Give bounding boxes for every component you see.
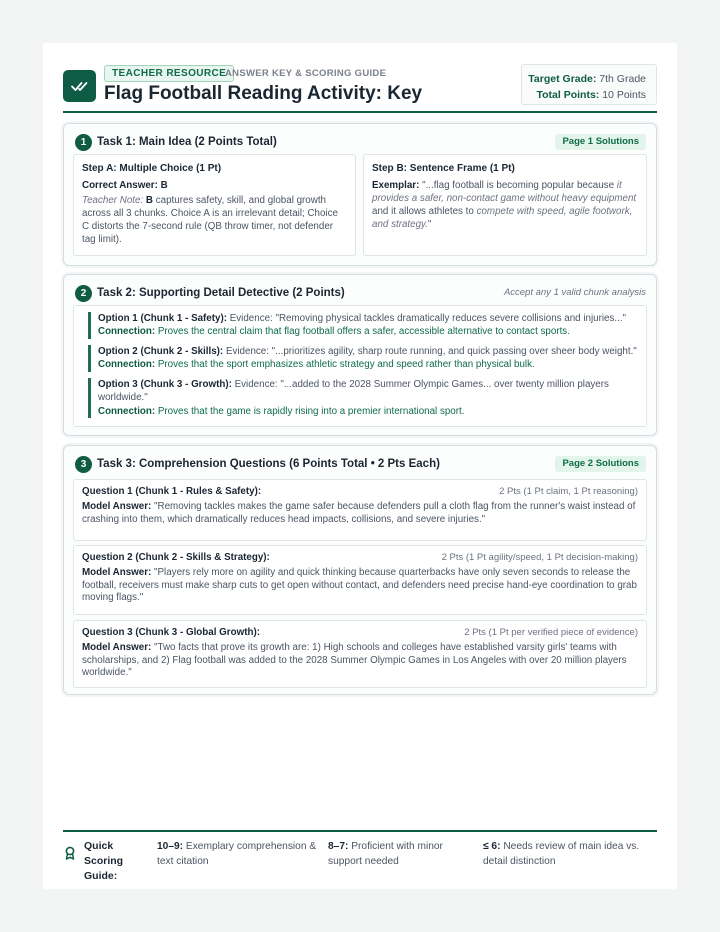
- grade-points-box: [521, 64, 657, 105]
- option-item: Option 2 (Chunk 2 - Skills): Evidence: "...prioritizes agility, sharp route running, and quick passing over sheer body weight." Connection: Proves that the sport emphasizes athletic strategy and speed rather than physical bulk.: [88, 345, 654, 372]
- question-points: 2 Pts (1 Pt claim, 1 Pt reasoning): [499, 486, 638, 497]
- task1-title: Task 1: Main Idea (2 Points Total): [97, 136, 277, 148]
- step-a-box: [73, 154, 356, 256]
- header-divider: [63, 111, 657, 113]
- task1-card: [63, 123, 657, 266]
- teacher-resource-badge: TEACHER RESOURCE: [104, 65, 234, 82]
- correct-answer: Correct Answer: B: [82, 180, 168, 191]
- question-heading: Question 2 (Chunk 2 - Skills & Strategy):: [82, 552, 270, 563]
- model-answer: Model Answer: "Players rely more on agility and quick thinking because quarterbacks have only seven seconds to release the football, receivers must make sharp cuts to get open without contact, and defenders need precise hand-eye coordination to grab moving flags.": [82, 566, 637, 604]
- award-ribbon-icon: [64, 846, 76, 865]
- task3-card: [63, 445, 657, 695]
- scoring-range-item: ≤ 6: Needs review of main idea vs. detail distinction: [483, 841, 640, 867]
- question-card: [73, 479, 647, 541]
- task3-solutions-pill: Page 2 Solutions: [555, 456, 646, 472]
- options-box: [73, 305, 647, 427]
- option-item: Option 3 (Chunk 3 - Growth): Evidence: "...added to the 2028 Summer Olympic Games... over twenty million players worldwide." Connection: Proves that the game is rapidly rising into a premier international sport.: [88, 378, 654, 418]
- total-points: Total Points: 10 Points: [536, 89, 646, 101]
- document-subtitle: ANSWER KEY & SCORING GUIDE: [225, 68, 387, 79]
- option-item: Option 1 (Chunk 1 - Safety): Evidence: "Removing physical tackles dramatically reduces severe collisions and injuries..." Connection: Proves the central claim that flag football offers a safer, accessible alternative to contact sports.: [88, 312, 654, 339]
- scoring-range-item: 10–9: Exemplary comprehension & text citation: [157, 841, 317, 867]
- question-card: [73, 620, 647, 688]
- question-heading: Question 1 (Chunk 1 - Rules & Safety):: [82, 486, 262, 497]
- exemplar-text: Exemplar: "...flag football is becoming popular because it provides a safer, non-contact game without heavy equipment and it allows athletes to compete with speed, agile footwork, and strategy.": [372, 180, 637, 230]
- question-card: [73, 545, 647, 615]
- step-b-heading: Step B: Sentence Frame (1 Pt): [372, 163, 515, 174]
- page-title: Flag Football Reading Activity: Key: [104, 83, 423, 104]
- task3-number: 3: [75, 456, 92, 473]
- task1-solutions-pill: Page 1 Solutions: [555, 134, 646, 150]
- question-points: 2 Pts (1 Pt agility/speed, 1 Pt decision-making): [441, 552, 638, 563]
- task1-number: 1: [75, 134, 92, 151]
- scoring-range-item: 8–7: Proficient with minor support needed: [328, 841, 443, 867]
- answer-key-page: [43, 43, 677, 889]
- target-grade: Target Grade: 7th Grade: [528, 73, 646, 85]
- task3-title: Task 3: Comprehension Questions (6 Points Total • 2 Pts Each): [97, 458, 440, 470]
- footer-divider: [63, 830, 657, 832]
- double-check-icon: [63, 70, 96, 102]
- scoring-guide-label: Quick Scoring Guide:: [84, 840, 124, 882]
- task2-title: Task 2: Supporting Detail Detective (2 Points): [97, 287, 345, 299]
- task2-number: 2: [75, 285, 92, 302]
- task2-card: [63, 274, 657, 436]
- question-heading: Question 3 (Chunk 3 - Global Growth):: [82, 627, 260, 638]
- model-answer: Model Answer: "Two facts that prove its growth are: 1) High schools and colleges have established varsity girls' teams with scholarships, and 2) Flag football was added to the 2028 Summer Olympic Games in Los Angeles with over 20 million players worldwide.": [82, 641, 627, 679]
- accept-note: Accept any 1 valid chunk analysis: [503, 287, 646, 298]
- teacher-note: Teacher Note: B captures safety, skill, and global growth across all 3 chunks. Choice A is an irrelevant detail; Choice C distorts the 7-second rule (QB throw timer, not defender tag limit).: [82, 195, 338, 245]
- model-answer: Model Answer: "Removing tackles makes the game safer because defenders pull a cloth flag from the runner's waist instead of crashing into them, which dramatically reduces head impacts, collisions, and severe injuries.": [82, 500, 636, 525]
- question-points: 2 Pts (1 Pt per verified piece of evidence): [464, 627, 638, 638]
- step-a-heading: Step A: Multiple Choice (1 Pt): [82, 163, 222, 174]
- step-b-box: [363, 154, 647, 256]
